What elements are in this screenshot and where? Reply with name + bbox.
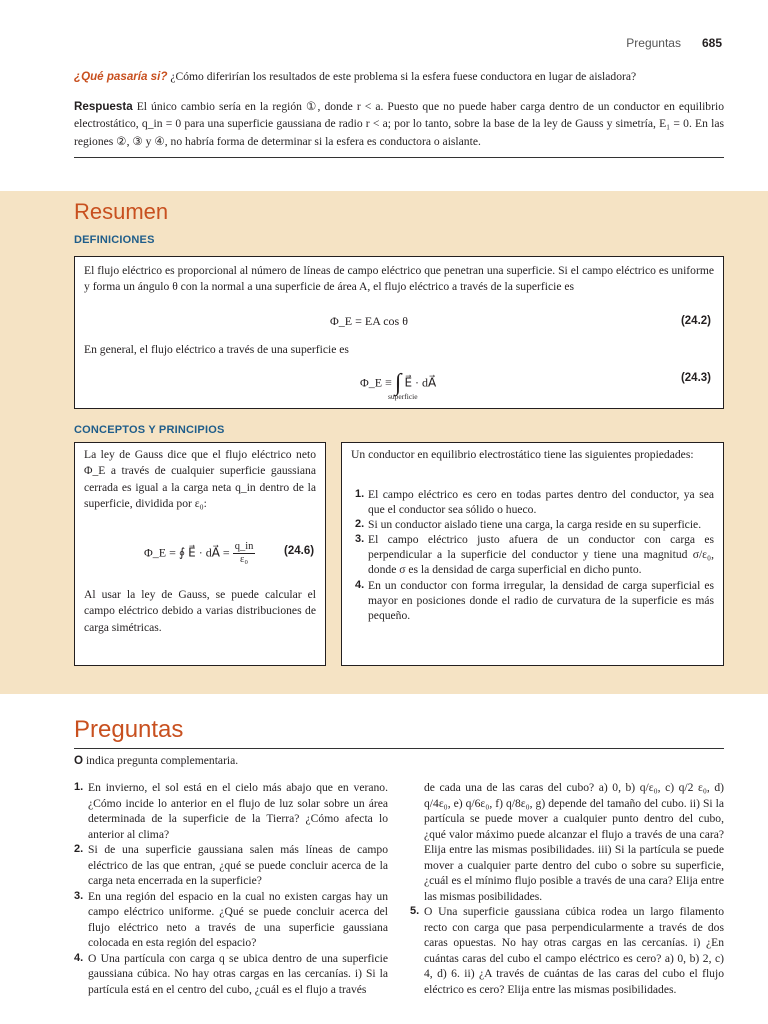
running-head-section: Preguntas: [626, 36, 681, 50]
question-number: 3.: [74, 889, 84, 902]
gauss-law-equation-lhs: Φ_E = ∮ E⃗ · dA⃗ =: [144, 545, 230, 560]
what-if-label: ¿Qué pasaría si?: [74, 70, 168, 83]
gauss-law-usage-text: Al usar la ley de Gauss, se puede calcular el campo eléctrico debido a varias distribuciones de carga simétricas.: [84, 588, 316, 634]
list-item: [410, 780, 724, 904]
list-item: [351, 517, 714, 532]
list-item: [351, 578, 714, 623]
integral-sign: ∫: [394, 370, 402, 396]
question-number: 4.: [74, 951, 84, 964]
questions-note: [74, 754, 238, 767]
integral-subscript: superficie: [388, 392, 418, 401]
item-number: 2.: [355, 518, 365, 531]
what-if-paragraph: [74, 68, 724, 85]
questions-list-right: [410, 780, 724, 997]
list-item: [74, 951, 388, 998]
item-number: 3.: [355, 533, 365, 546]
item-number: 4.: [355, 578, 365, 591]
item-text: El campo eléctrico justo afuera de un conductor con carga es perpendicular a la superficie del conductor y tiene una magnitud σ/ε₀, donde σ es la densidad de carga superficial en dicho punto.: [368, 533, 714, 577]
gauss-law-text: La ley de Gauss dice que el flujo eléctrico neto Φ_E a través de cualquier superficie gaussiana cerrada es igual a la carga neta q_in dentro de la superficie, dividida por ε₀:: [84, 448, 316, 511]
item-number: 1.: [355, 488, 365, 500]
question-text: de cada una de las caras del cubo? a) 0, b) q/ε₀, c) q/2 ε₀, d) q/4ε₀, e) q/6ε₀, f) q/8ε₀, g) depende del tamaño del cubo. ii) Si la partícula se puede mover a cualquier punto dentro del cubo, ¿qué valor máximo puede alcanzar el flujo a través de una cara? Elija entre las mismas posibilidades. iii) Si la partícula se puede mover a cualquier parte dentro del cubo o sobre su superficie, ¿cuál es el mínimo flujo posible a través de una cara? Elija entre las mismas posibilidades.: [424, 781, 724, 903]
equation-number-24-6: (24.6): [284, 545, 315, 557]
answer-text: El único cambio sería en la región ①, donde r < a. Puesto que no puede haber carga dentro de un conductor en equilibrio electrostático, q_in = 0 para una superficie gaussiana de radio r < a; por lo tanto, sobre la base de la ley de Gauss y simetría, E₁ = 0. En las regiones ②, ③ y ④, no habría forma de determinar si la esfera es conductora o aislante.: [74, 100, 724, 148]
list-item: [74, 842, 388, 889]
question-number: 5.: [410, 905, 420, 917]
gauss-law-equation: [144, 541, 255, 566]
concepts-heading: CONCEPTOS Y PRINCIPIOS: [74, 424, 225, 436]
item-text: En un conductor con forma irregular, la densidad de carga superficial es mayor en posiciones donde el radio de curvatura de la superficie es más pequeño.: [368, 578, 714, 622]
question-text: O Una superficie gaussiana cúbica rodea un largo filamento recto con carga que pasa perpendicularmente a través de dos caras opuestas. No hay otras cargas en las cercanías. i) ¿En cuántas caras del cubo el campo eléctrico es cero? a) 0, b) 2, c) 4, d) 6. ii) ¿A través de cuántas de las caras del cubo el flujo eléctrico es cero? Elija entre las mismas posibilidades.: [424, 905, 724, 996]
equation-number-24-3: (24.3): [680, 372, 711, 384]
list-item: [351, 532, 714, 577]
equation-flux-uniform: Φ_E = EA cos θ: [330, 314, 408, 328]
questions-list-left: [74, 780, 388, 997]
divider-rule: [74, 157, 724, 158]
item-text: Si un conductor aislado tiene una carga, la carga reside en su superficie.: [368, 518, 702, 532]
questions-rule: [74, 748, 724, 749]
list-item: [74, 889, 388, 951]
note-text: indica pregunta complementaria.: [85, 754, 239, 767]
question-text: En una región del espacio en la cual no existen cargas hay un campo eléctrico uniforme. ¿Qué se puede concluir acerca del flujo eléctrico neto a través de una superficie gaussiana colocada en esta región del espacio?: [88, 889, 388, 949]
questions-title: Preguntas: [74, 716, 184, 743]
answer-paragraph: [74, 98, 724, 150]
list-item: [74, 780, 388, 842]
list-item: [351, 487, 714, 517]
equation-flux-general-rhs: E⃗ · dA⃗: [404, 375, 437, 390]
definition-text-1: El flujo eléctrico es proporcional al número de líneas de campo eléctrico que penetran una superficie. Si el campo eléctrico es uniforme y forma un ángulo θ con la normal a una superficie de área A, el flujo eléctrico a través de la superficie es: [84, 264, 714, 294]
question-number: 1.: [74, 781, 84, 793]
summary-title: Resumen: [74, 199, 169, 224]
equation-flux-general-lhs: Φ_E ≡: [360, 375, 392, 390]
questions-column-right: [410, 780, 724, 997]
running-head: [626, 36, 722, 51]
what-if-text: ¿Cómo diferirían los resultados de este problema si la esfera fuese conductora en lugar de aisladora?: [170, 70, 637, 83]
list-item: [410, 904, 724, 997]
question-number: 2.: [74, 843, 84, 855]
question-text: O Una partícula con carga q se ubica dentro de una superficie gaussiana cúbica. No hay otras cargas en las cercanías. i) Si la partícula está en el centro del cubo, ¿cuál es el flujo a través: [88, 951, 388, 996]
page-number: 685: [701, 36, 722, 50]
conductor-intro: Un conductor en equilibrio electrostático tiene las siguientes propiedades:: [351, 448, 694, 461]
item-text: El campo eléctrico es cero en todas partes dentro del conductor, ya sea que el conductor sea sólido o hueco.: [368, 488, 714, 517]
question-text: Si de una superficie gaussiana salen más líneas de campo eléctrico de las que entran, ¿qué se puede concluir acerca de la carga neta encerrada en la superficie?: [88, 843, 388, 887]
fraction-numerator: q_in: [234, 541, 254, 552]
questions-column-left: [74, 780, 388, 997]
conductor-properties-list: [351, 487, 714, 623]
answer-label: Respuesta: [74, 100, 133, 113]
definition-text-2: En general, el flujo eléctrico a través de una superficie es: [84, 343, 349, 356]
fraction-denominator: ε₀: [239, 554, 249, 565]
equation-number-24-2: (24.2): [680, 315, 711, 327]
gauss-law-fraction: [233, 541, 256, 566]
note-bold: O: [74, 754, 84, 767]
definitions-heading: DEFINICIONES: [74, 234, 155, 246]
question-text: En invierno, el sol está en el cielo más abajo que en verano. ¿Cómo incide lo anterior en el flujo de luz solar sobre un área determinada de la superficie de la Tierra? ¿Cómo afecta lo anterior al clima?: [88, 781, 388, 841]
